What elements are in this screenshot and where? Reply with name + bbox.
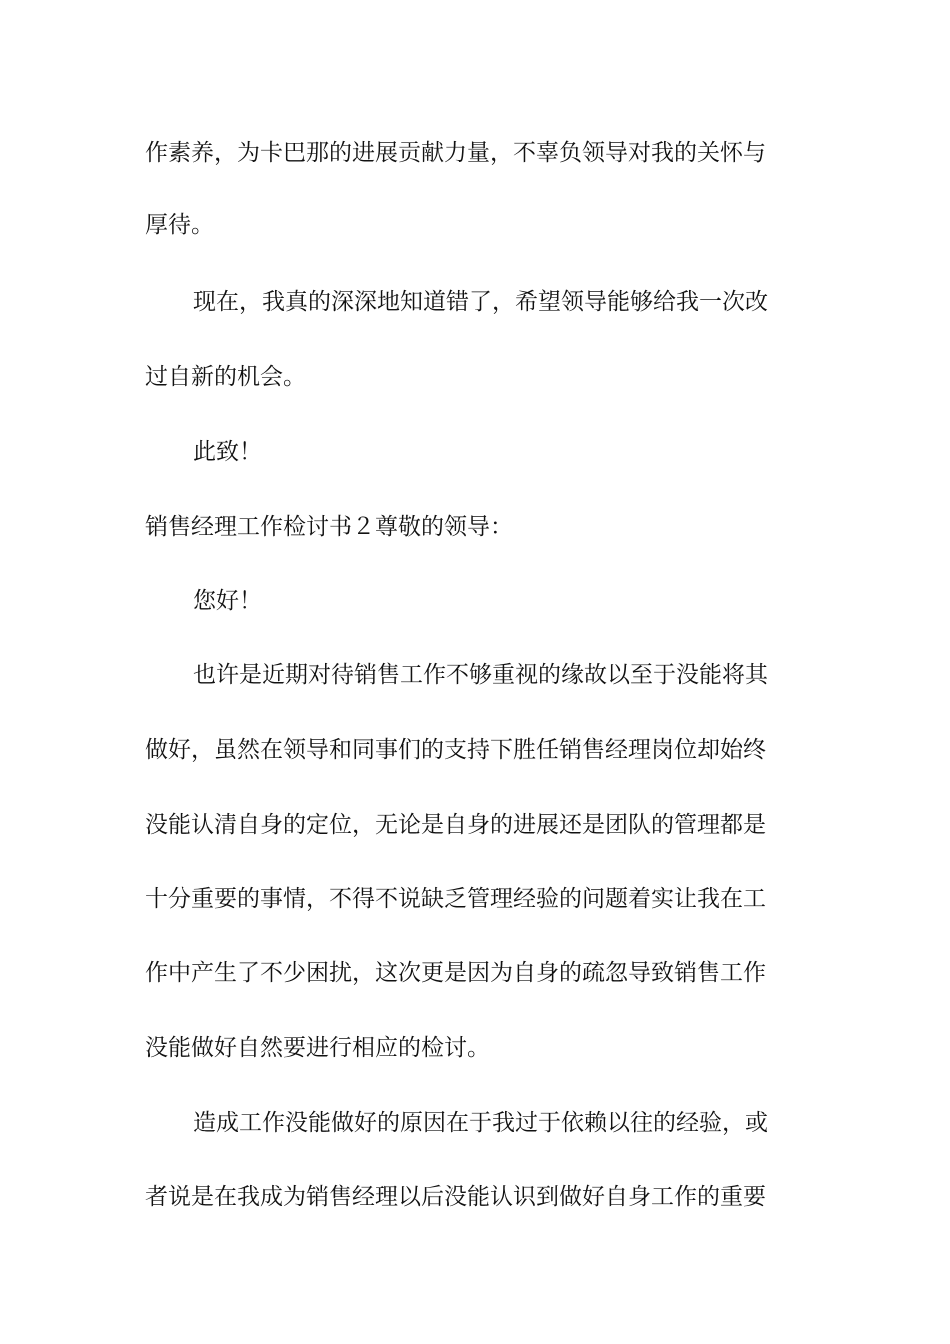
paragraph-line: 没能做好自然要进行相应的检讨。 [145,1035,490,1061]
greeting-line: 您好！ [193,588,262,614]
paragraph-line: 者说是在我成为销售经理以后没能认识到做好自身工作的重要 [145,1184,766,1210]
paragraph-line: 作素养，为卡巴那的进展贡献力量，不辜负领导对我的关怀与 [145,140,766,166]
paragraph-line: 作中产生了不少困扰，这次更是因为自身的疏忽导致销售工作 [145,960,766,986]
paragraph-line: 过自新的机会。 [145,364,306,390]
section-heading: 销售经理工作检讨书２尊敬的领导： [145,514,513,540]
paragraph-line: 厚待。 [145,212,214,238]
paragraph-line: 十分重要的事情，不得不说缺乏管理经验的问题着实让我在工 [145,886,766,912]
paragraph-line: 也许是近期对待销售工作不够重视的缘故以至于没能将其 [193,662,768,688]
paragraph-line: 现在，我真的深深地知道错了，希望领导能够给我一次改 [193,289,768,315]
paragraph-line: 没能认清自身的定位，无论是自身的进展还是团队的管理都是 [145,812,766,838]
paragraph-line: 做好，虽然在领导和同事们的支持下胜任销售经理岗位却始终 [145,737,766,763]
closing-line: 此致！ [193,439,262,465]
paragraph-line: 造成工作没能做好的原因在于我过于依赖以往的经验，或 [193,1110,768,1136]
